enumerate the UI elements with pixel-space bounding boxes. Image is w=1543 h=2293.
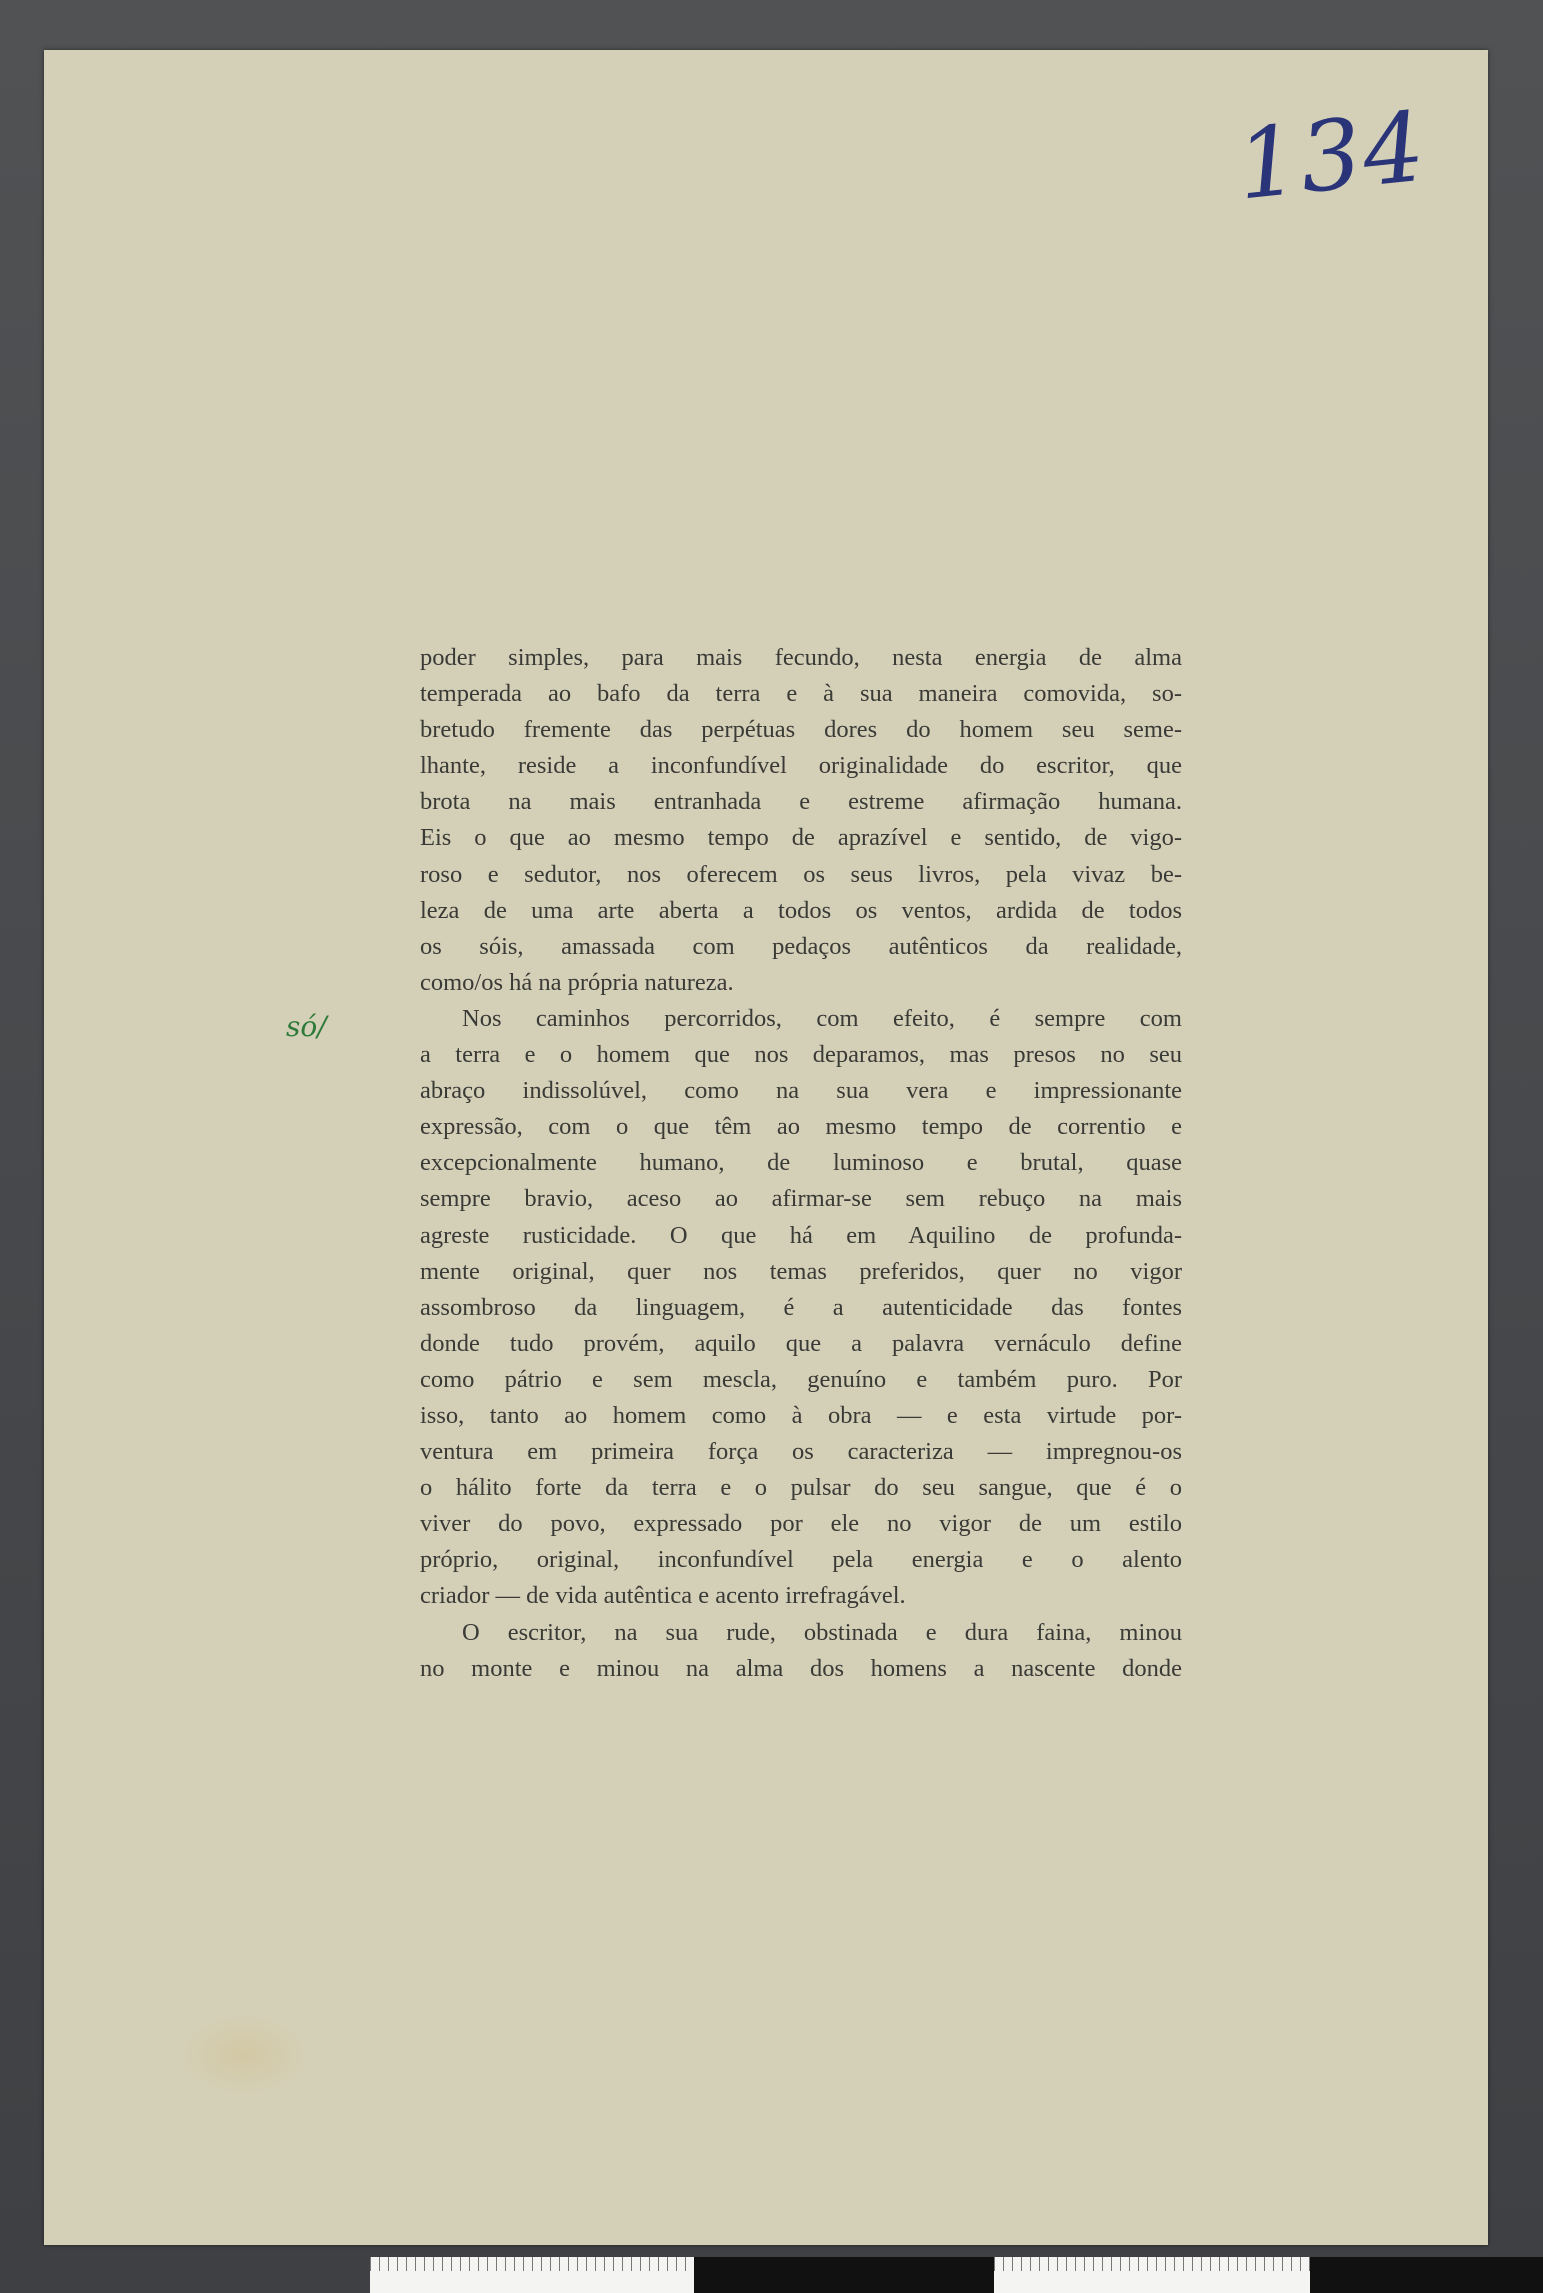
- text-line: O escritor, na sua rude, obstinada e dura faina, minou: [462, 1618, 1182, 1646]
- text-line: os sóis, amassada com pedaços autênticos da realidade,: [420, 932, 1182, 960]
- ruler-segment-light: [370, 2257, 694, 2293]
- body-text: [420, 640, 1182, 1687]
- document-page: [44, 50, 1488, 2245]
- text-line: a terra e o homem que nos deparamos, mas presos no seu: [420, 1041, 1182, 1069]
- text-line: temperada ao bafo da terra e à sua maneira comovida, so-: [420, 680, 1182, 708]
- ruler-segment-dark: [1310, 2257, 1543, 2293]
- ruler-segment-dark: [694, 2257, 994, 2293]
- text-line: próprio, original, inconfundível pela energia e o alento: [420, 1546, 1182, 1574]
- text-line: criador — de vida autêntica e acento irrefragável.: [420, 1582, 906, 1610]
- text-line: no monte e minou na alma dos homens a nascente donde: [420, 1654, 1182, 1682]
- text-line: donde tudo provém, aquilo que a palavra vernáculo define: [420, 1329, 1182, 1357]
- text-line: poder simples, para mais fecundo, nesta energia de alma: [420, 644, 1182, 671]
- text-line: leza de uma arte aberta a todos os ventos, ardida de todos: [420, 896, 1182, 924]
- text-line: como/os há na própria natureza.: [420, 968, 734, 996]
- text-line: sempre bravio, aceso ao afirmar-se sem rebuço na mais: [420, 1185, 1182, 1213]
- text-line: excepcionalmente humano, de luminoso e brutal, quase: [420, 1149, 1182, 1177]
- text-line: assombroso da linguagem, é a autenticidade das fontes: [420, 1293, 1182, 1321]
- text-line: isso, tanto ao homem como à obra — e esta virtude por-: [420, 1401, 1182, 1429]
- text-line: ventura em primeira força os caracteriza — impregnou-os: [420, 1438, 1182, 1466]
- text-line: mente original, quer nos temas preferidos, quer no vigor: [420, 1257, 1182, 1285]
- text-line: agreste rusticidade. O que há em Aquilino de profunda-: [420, 1221, 1182, 1249]
- handwritten-page-number: 134: [1231, 90, 1432, 222]
- text-line: viver do povo, expressado por ele no vigor de um estilo: [420, 1510, 1182, 1538]
- text-line: como pátrio e sem mescla, genuíno e também puro. Por: [420, 1365, 1182, 1393]
- ruler-segment-light: [994, 2257, 1310, 2293]
- handwritten-margin-note: só/: [286, 1010, 327, 1043]
- text-line: abraço indissolúvel, como na sua vera e impressionante: [420, 1077, 1182, 1105]
- text-line: lhante, reside a inconfundível originalidade do escritor, que: [420, 752, 1182, 780]
- text-line: Nos caminhos percorridos, com efeito, é sempre com: [462, 1004, 1182, 1032]
- text-line: Eis o que ao mesmo tempo de aprazível e sentido, de vigo-: [420, 824, 1182, 852]
- text-line: roso e sedutor, nos oferecem os seus livros, pela vivaz be-: [420, 860, 1182, 888]
- text-line: o hálito forte da terra e o pulsar do seu sangue, que é o: [420, 1474, 1182, 1502]
- text-line: brota na mais entranhada e estreme afirmação humana.: [420, 788, 1182, 816]
- text-line: expressão, com o que têm ao mesmo tempo de correntio e: [420, 1113, 1182, 1141]
- scale-ruler: [370, 2257, 1543, 2293]
- text-line: bretudo fremente das perpétuas dores do homem seu seme-: [420, 716, 1182, 744]
